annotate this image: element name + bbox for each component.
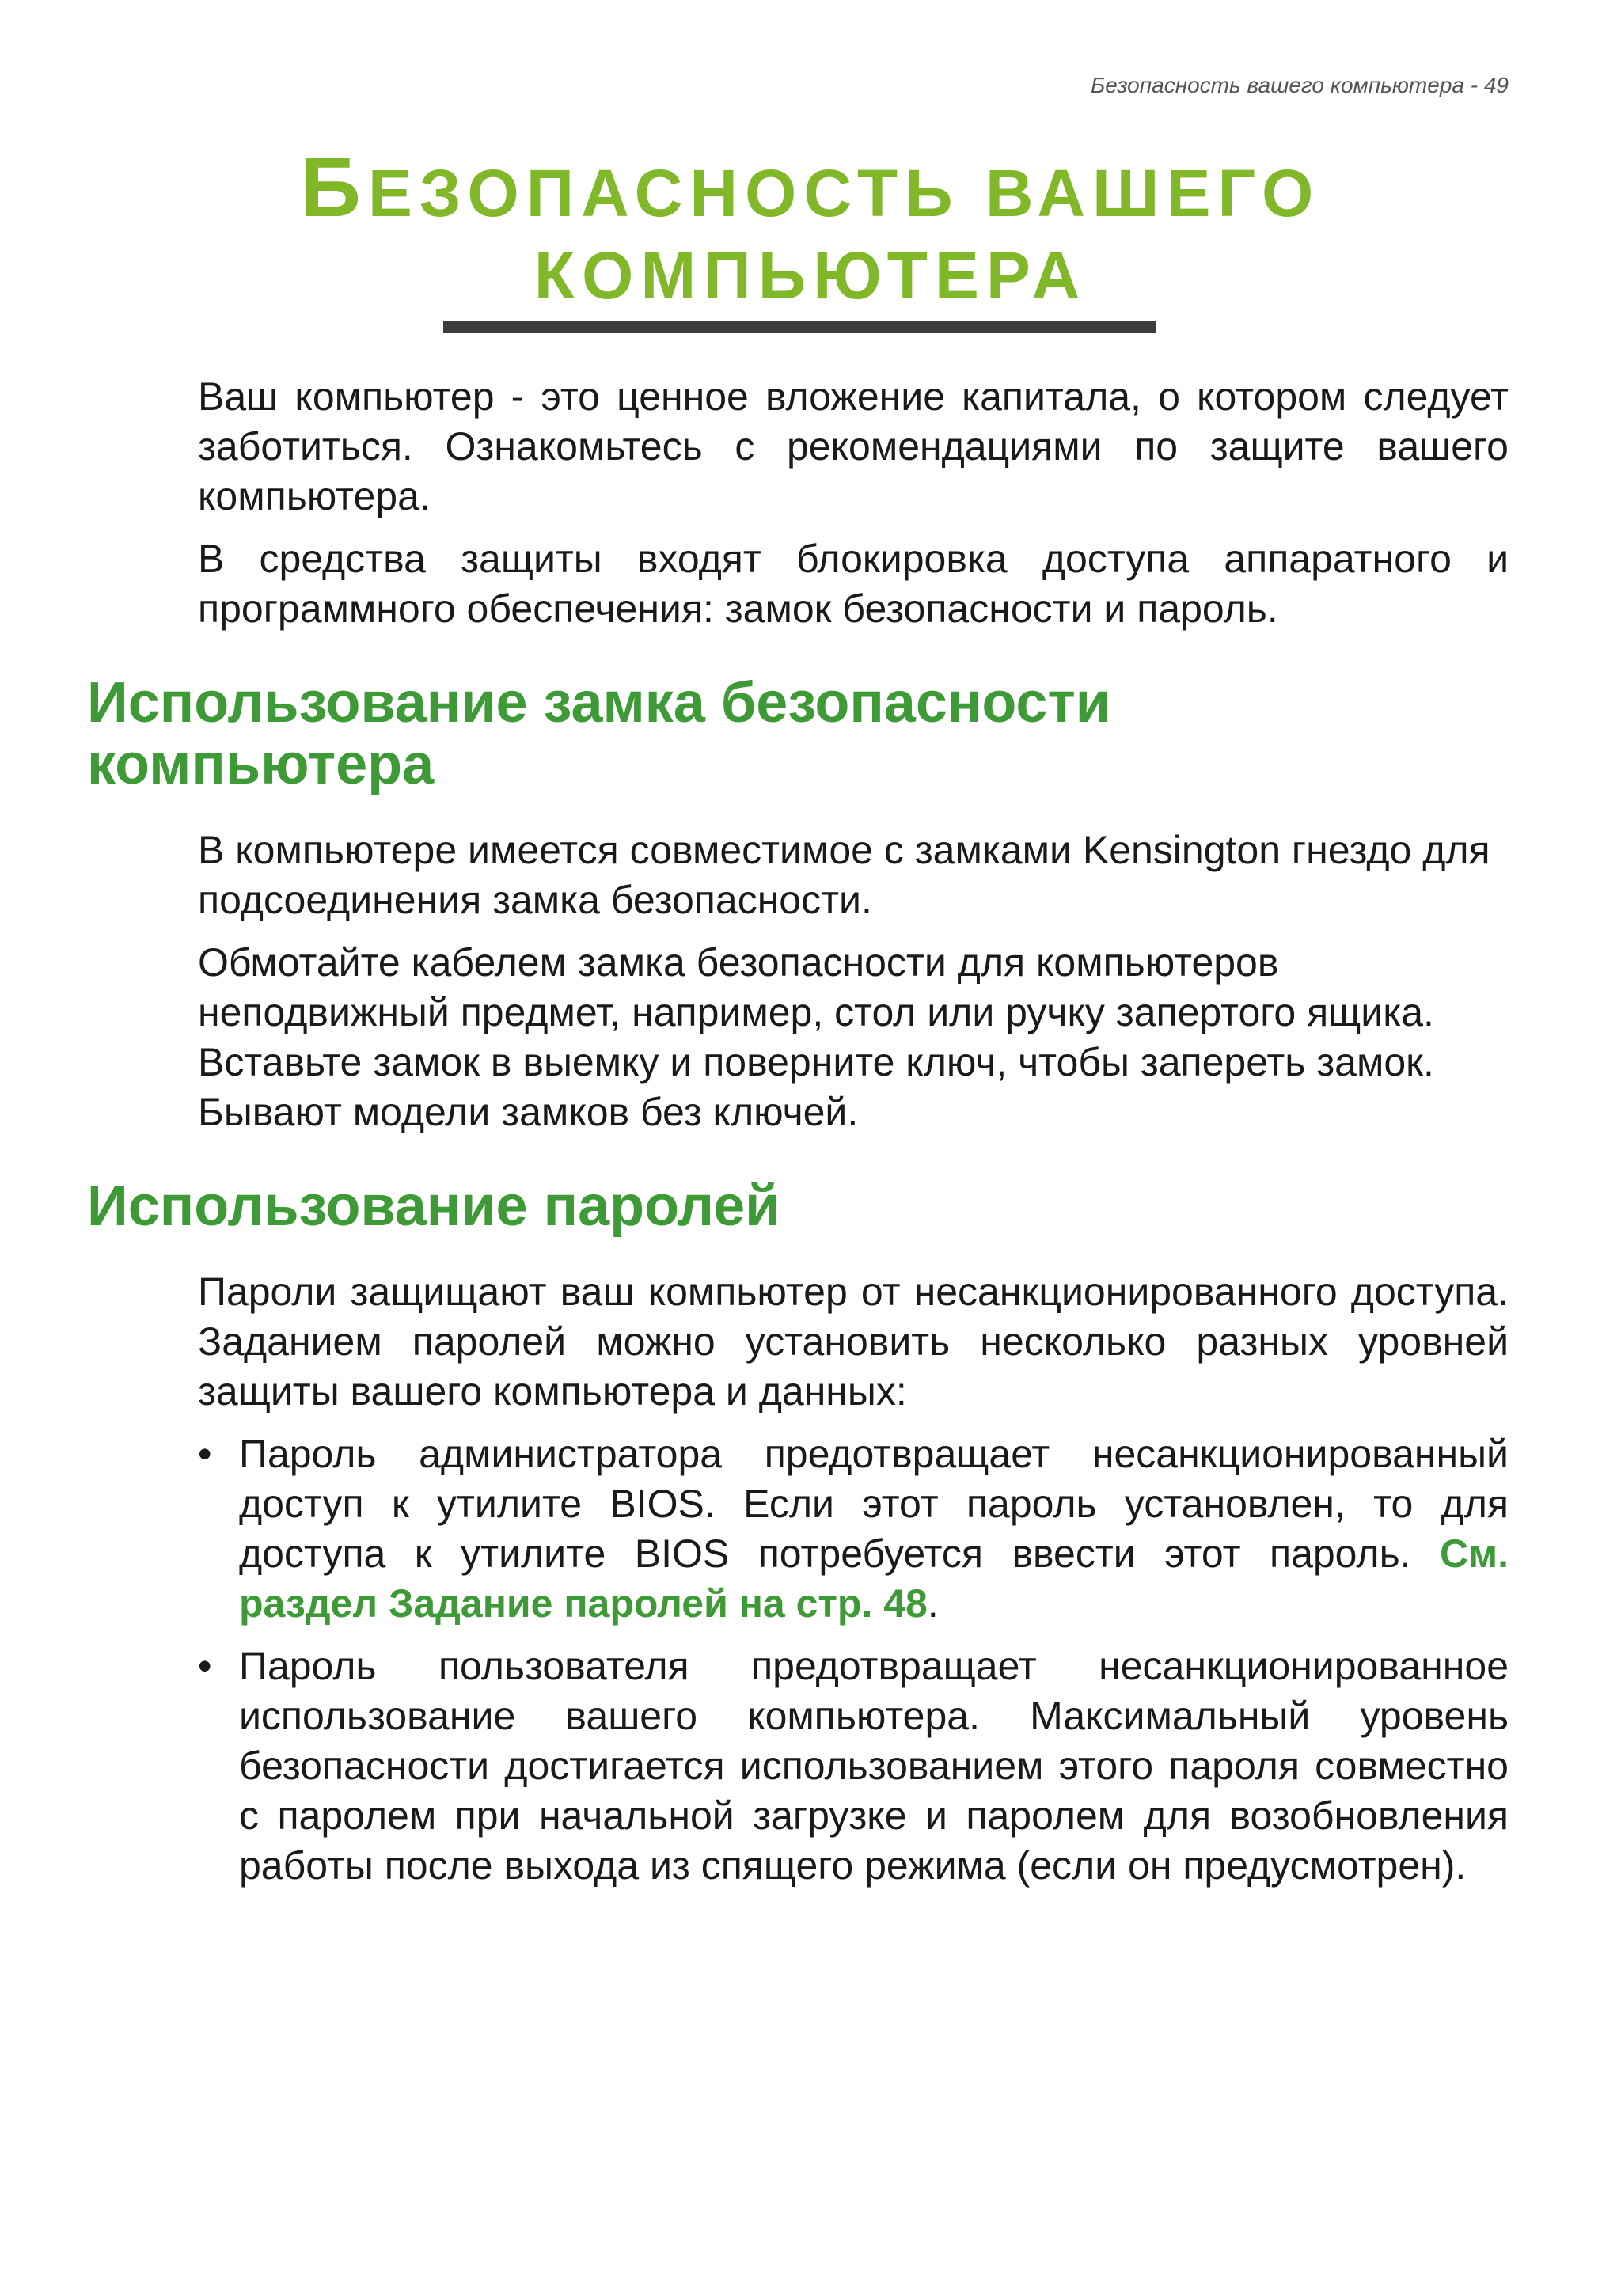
admin-password-end: . xyxy=(927,1581,939,1626)
admin-password-text: Пароль администратора предотвращает несанкционированный доступ к утилите BIOS. Если этот пароль установлен, то для доступа к утилите BIOS потребуется ввести этот пароль. xyxy=(239,1432,1509,1576)
lock-paragraph-1: В компьютере имеется совместимое с замками Kensington гнездо для подсоединения замка безопасности. xyxy=(198,828,1490,922)
lock-heading-line2: компьютера xyxy=(87,733,435,796)
cross-reference-link[interactable]: См. раздел Задание паролей на стр. 48 xyxy=(239,1531,1509,1626)
bullet: • xyxy=(198,1644,212,1688)
chapter-title-line1-rest: ЕЗОПАСНОСТЬ ВАШЕГО xyxy=(367,156,1321,230)
user-password-text: Пароль пользователя предотвращает несанкционированное использование вашего компьютера. Максимальный уровень безопасности достигается использованием этого пароля совместно с паролем при начальной загрузке и паролем для возобновления работы после выхода из спящего режима (если он предусмотрен). xyxy=(239,1644,1509,1888)
bullet: • xyxy=(198,1432,212,1476)
password-list xyxy=(198,1429,1509,1891)
page-body xyxy=(87,372,1509,1903)
lock-section-heading xyxy=(87,672,1512,795)
title-divider xyxy=(443,321,1156,333)
chapter-title-initial: Б xyxy=(300,141,368,234)
chapter-title-line2: КОМПЬЮТЕРА xyxy=(533,238,1088,313)
list-item-user-password xyxy=(198,1641,1509,1891)
password-section-heading: Использование паролей xyxy=(87,1175,780,1238)
page-header: Безопасность вашего компьютера - 49 xyxy=(1090,73,1509,97)
lock-heading-line1: Использование замка безопасности xyxy=(87,671,1110,734)
intro-paragraph-2: В средства защиты входят блокировка доступа аппаратного и программного обеспечения: замок безопасности и пароль. xyxy=(198,537,1509,631)
password-paragraph-1: Пароли защищают ваш компьютер от несанкционированного доступа. Заданием паролей можно установить несколько разных уровней защиты вашего компьютера и данных: xyxy=(198,1269,1509,1414)
lock-paragraph-2: Обмотайте кабелем замка безопасности для компьютеров неподвижный предмет, например, стол или ручку запертого ящика. Вставьте замок в выемку и поверните ключ, чтобы запереть замок. Бывают модели замков без ключей. xyxy=(198,940,1434,1134)
chapter-title xyxy=(0,141,1621,317)
list-item-admin-password xyxy=(198,1429,1509,1629)
intro-paragraph-1: Ваш компьютер - это ценное вложение капитала, о котором следует заботиться. Ознакомьтесь с рекомендациями по защите вашего компьютера. xyxy=(198,374,1509,518)
chapter-title-line1 xyxy=(0,141,1621,234)
